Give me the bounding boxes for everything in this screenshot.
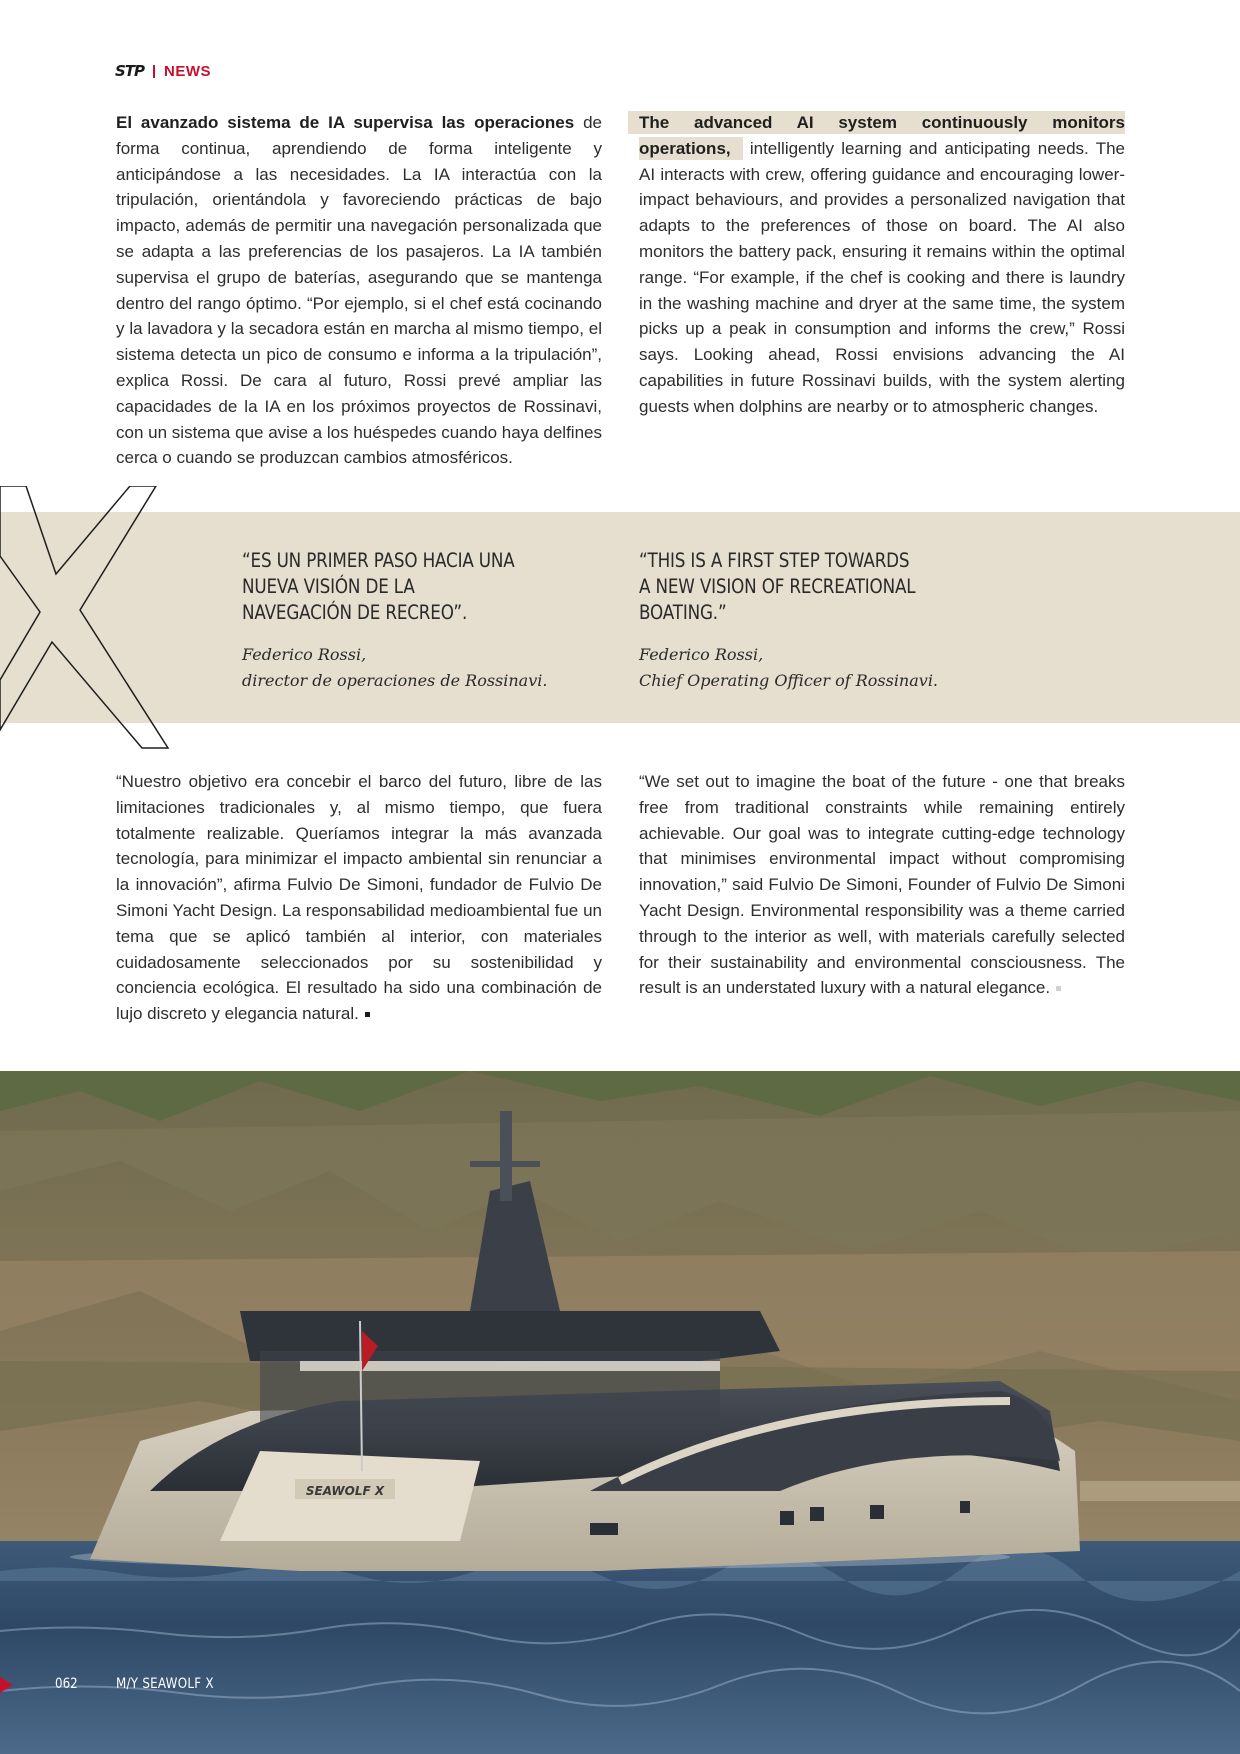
header-divider <box>153 65 155 78</box>
page-header <box>115 62 211 80</box>
end-of-article-mark <box>365 1012 370 1017</box>
spanish-lead-bold: El avanzado sistema de IA supervisa las operaciones <box>116 113 575 132</box>
yacht-photo <box>0 1071 1240 1754</box>
page-footer <box>0 1674 1240 1696</box>
spanish-quote-author: Federico Rossi, <box>242 645 367 664</box>
spanish-pull-quote <box>242 548 572 694</box>
english-quote-role: Chief Operating Officer of Rossinavi. <box>639 671 939 690</box>
spanish-intro-text: de forma continua, aprendiendo de forma inteligente y anticipándose a las necesidades. La IA interactúa con la tripulación, orientándola y favoreciendo prácticas de bajo impacto, además de permitir una navegación personalizada que se adapta a las preferencias de los pasajeros. La IA también supervisa el grupo de baterías, asegurando que se mantenga dentro del rango óptimo. “Por ejemplo, si el chef está cocinando y la lavadora y la secadora están en marcha al mismo tiempo, el sistema detecta un pico de consumo e informa a la tripulación”, explica Rossi. De cara al futuro, Rossi prevé ampliar las capacidades de la IA en los próximos proyectos de Rossinavi, con un sistema que avise a los huéspedes cuando haya delfines cerca o cuando se produzcan cambios atmosféricos. <box>116 113 602 468</box>
english-closing-text: “We set out to imagine the boat of the future - one that breaks free from traditional constraints while remaining entirely achievable. Our goal was to integrate cutting-edge technology that minimises environmental impact without compromising innovation,” said Fulvio De Simoni, Founder of Fulvio De Simoni Yacht Design. Environmental responsibility was a theme carried through to the interior as well, with materials carefully selected for their sustainability and environmental consciousness. The result is an understated luxury with a natural elegance. <box>639 772 1125 998</box>
page-number: 062 <box>55 1676 78 1692</box>
stp-logo: STP <box>115 61 145 80</box>
spanish-quote-role: director de operaciones de Rossinavi. <box>242 671 548 690</box>
yacht-photo-illustration <box>0 1071 1240 1754</box>
footer-title: M/Y SEAWOLF X <box>116 1676 214 1692</box>
spanish-quote-text: “ES UN PRIMER PASO HACIA UNA NUEVA VISIÓN DE LA NAVEGACIÓN DE RECREO”. <box>242 549 515 624</box>
spanish-closing-text: “Nuestro objetivo era concebir el barco del futuro, libre de las limitaciones tradicionales y, al mismo tiempo, que fuera totalmente realizable. Queríamos integrar la más avanzada tecnología, para minimizar el impacto ambiental sin renunciar a la innovación”, afirma Fulvio De Simoni, fundador de Fulvio De Simoni Yacht Design. La responsabilidad medioambiental fue un tema que se aplicó también al interior, con materiales cuidadosamente seleccionados por su sostenibilidad y conciencia ecológica. El resultado ha sido una combinación de lujo discreto y elegancia natural. <box>116 772 602 1024</box>
red-arrow-icon <box>0 1677 13 1693</box>
spanish-intro-column <box>116 110 602 471</box>
hull-name: SEAWOLF X <box>305 1484 385 1498</box>
english-closing-column <box>639 769 1125 1001</box>
x-letter-graphic <box>0 486 180 752</box>
end-of-article-mark <box>1056 986 1061 991</box>
spanish-closing-column <box>116 769 602 1027</box>
english-lead-highlight: The advanced AI system continuously monitors operations, <box>628 111 1125 160</box>
pull-quote-band <box>0 512 1240 723</box>
english-pull-quote <box>639 548 969 694</box>
english-intro-column <box>639 110 1125 420</box>
english-intro-text: intelligently learning and anticipating needs. The AI interacts with crew, offering guidance and encouraging lower-impact behaviours, and provides a personalized navigation that adapts to the preferences of those on board. The AI also monitors the battery pack, ensuring it remains within the optimal range. “For example, if the chef is cooking and there is laundry in the washing machine and dryer at the same time, the system picks up a peak in consumption and informs the crew,” Rossi says. Looking ahead, Rossi envisions advancing the AI capabilities in future Rossinavi builds, with the system alerting guests when dolphins are nearby or to atmospheric changes. <box>639 138 1125 416</box>
english-quote-author: Federico Rossi, <box>639 645 764 664</box>
section-label: NEWS <box>164 62 212 80</box>
english-quote-text: “THIS IS A FIRST STEP TOWARDS A NEW VISION OF RECREATIONAL BOATING.” <box>639 549 916 624</box>
